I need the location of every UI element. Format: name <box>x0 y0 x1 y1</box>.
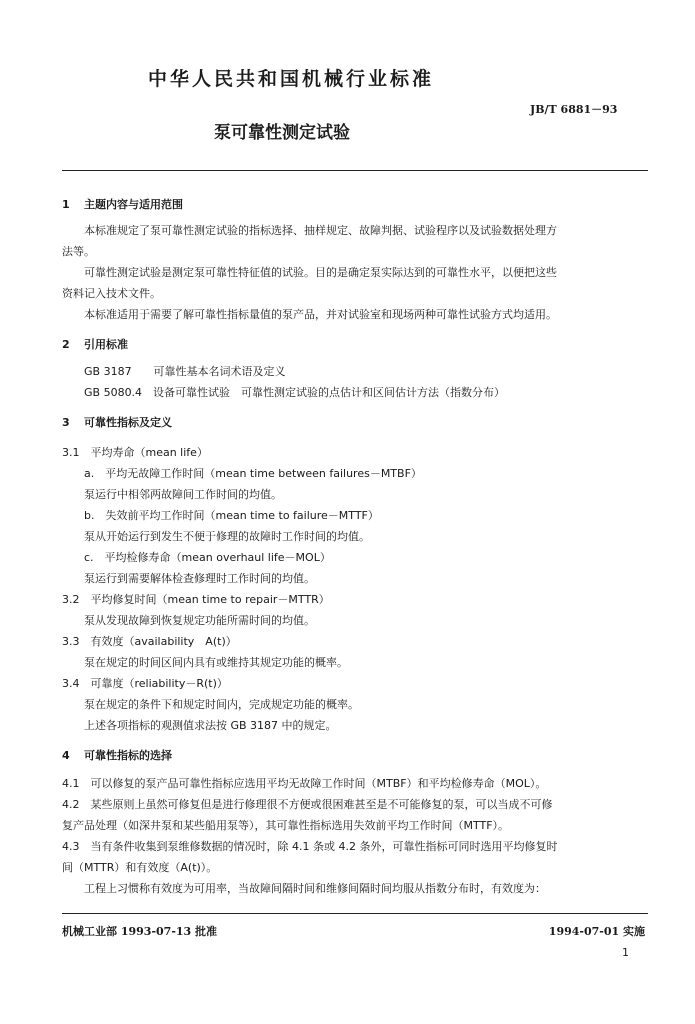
clause-line: 复产品处理（如深井泵和某些船用泵等），其可靠性指标选用失效前平均工作时间（MTTF）。 <box>62 819 510 832</box>
clause-line: 泵运行中相邻两故障间工作时间的均值。 <box>84 488 282 501</box>
clause-line: 泵从发现故障到恢复规定功能所需时间的均值。 <box>84 614 315 627</box>
reference-line: GB 5080.4 设备可靠性试验 可靠性测定试验的点估计和区间估计方法（指数分布） <box>84 386 506 399</box>
clause-line: a. 平均无故障工作时间（mean time between failures－MTBF） <box>84 467 422 480</box>
paragraph-line: 资料记入技术文件。 <box>62 287 161 300</box>
ministry-heading: 中华人民共和国机械行业标准 <box>148 68 435 90</box>
clause-line: 泵在规定的条件下和规定时间内，完成规定功能的概率。 <box>84 698 359 711</box>
clause-line: 3.1 平均寿命（mean life） <box>62 446 208 459</box>
page-number: 1 <box>622 946 629 959</box>
implementation-date: 1994-07-01 实施 <box>548 925 645 938</box>
clause-line: 4.3 当有条件收集到泵维修数据的情况时，除 4.1 条或 4.2 条外，可靠性指标可同时选用平均修复时 <box>62 840 558 853</box>
clause-line: 3.3 有效度（availability A(t)） <box>62 635 237 648</box>
approval-date: 机械工业部 1993-07-13 批准 <box>62 925 218 938</box>
clause-line: 间（MTTR）和有效度（A(t)）。 <box>62 861 218 874</box>
clause-line: 3.4 可靠度（reliability－R(t)） <box>62 677 228 690</box>
clause-line: c. 平均检修寿命（mean overhaul life－MOL） <box>84 551 331 564</box>
section-number: 2 <box>62 338 70 351</box>
clause-line: 上述各项指标的观测值求法按 GB 3187 中的规定。 <box>84 719 337 732</box>
section-number: 4 <box>62 749 70 762</box>
paragraph-line: 本标准适用于需要了解可靠性指标量值的泵产品，并对试验室和现场两种可靠性试验方式均适用。 <box>84 308 557 321</box>
clause-line: 泵运行到需要解体检查修理时工作时间的均值。 <box>84 572 315 585</box>
clause-line: 4.1 可以修复的泵产品可靠性指标应选用平均无故障工作时间（MTBF）和平均检修寿命（MOL）。 <box>62 777 547 790</box>
section-number: 3 <box>62 416 70 429</box>
clause-line: b. 失效前平均工作时间（mean time to failure－MTTF） <box>84 509 379 522</box>
reference-line: GB 3187 可靠性基本名词术语及定义 <box>84 365 286 378</box>
section-title: 可靠性指标的选择 <box>84 749 172 762</box>
document-title: 泵可靠性测定试验 <box>214 123 350 143</box>
section-title: 可靠性指标及定义 <box>84 416 172 429</box>
section-title: 主题内容与适用范围 <box>84 198 183 211</box>
section-number: 1 <box>62 198 70 211</box>
paragraph-line: 可靠性测定试验是测定泵可靠性特征值的试验。目的是确定泵实际达到的可靠性水平，以便把这些 <box>84 266 557 279</box>
section-4-heading <box>62 747 172 763</box>
section-title: 引用标准 <box>84 338 128 351</box>
clause-line: 4.2 某些原则上虽然可修复但是进行修理很不方便或很困难甚至是不可能修复的泵，可以当成不可修 <box>62 798 553 811</box>
clause-line: 3.2 平均修复时间（mean time to repair－MTTR） <box>62 593 330 606</box>
section-3-heading <box>62 414 172 430</box>
section-2-heading <box>62 336 128 352</box>
clause-line: 泵从开始运行到发生不便于修理的故障时工作时间的均值。 <box>84 530 370 543</box>
clause-line: 工程上习惯称有效度为可用率，当故障间隔时间和维修间隔时间均服从指数分布时，有效度为： <box>84 882 546 895</box>
section-1-heading <box>62 196 183 212</box>
standard-number: JB/T 6881－93 <box>530 103 618 116</box>
clause-line: 泵在规定的时间区间内具有或维持其规定功能的概率。 <box>84 656 348 669</box>
paragraph-line: 本标准规定了泵可靠性测定试验的指标选择、抽样规定、故障判据、试验程序以及试验数据处理方 <box>84 224 557 237</box>
header-rule <box>62 170 648 171</box>
paragraph-line: 法等。 <box>62 245 95 258</box>
footer-rule <box>62 913 648 914</box>
